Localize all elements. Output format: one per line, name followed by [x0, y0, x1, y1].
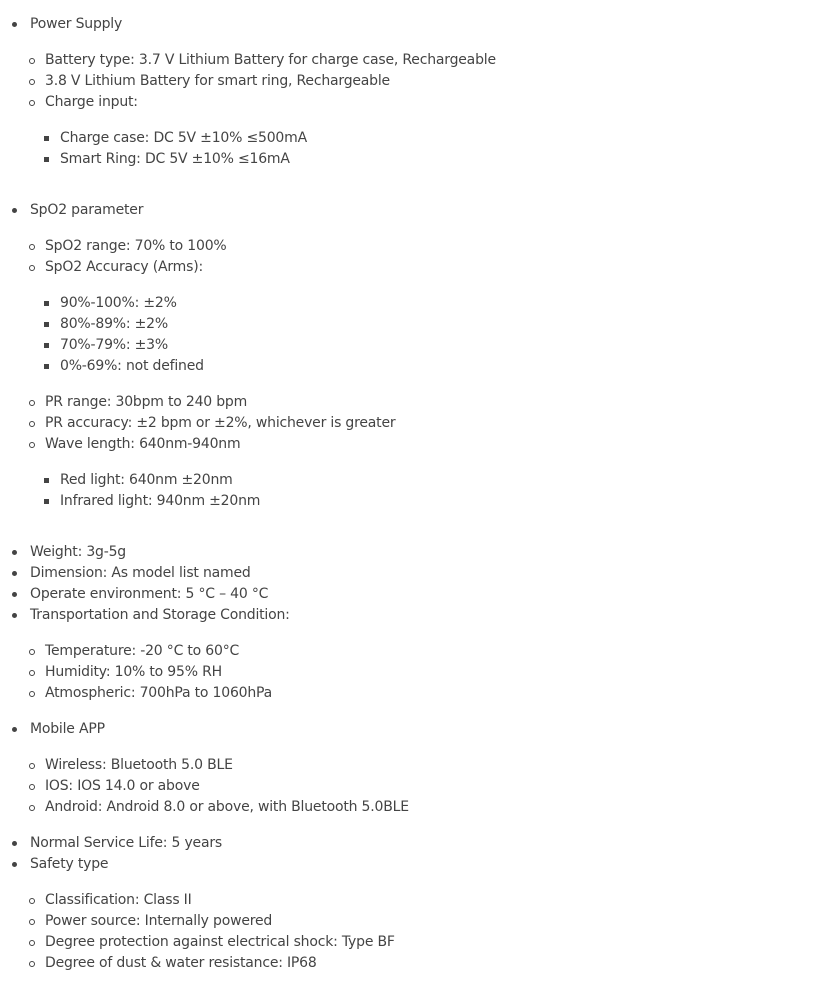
bullet-disc: [12, 613, 17, 618]
list-item-smart-ring: Smart Ring: DC 5V ±10% ≤16mA: [60, 151, 290, 167]
list-item-accuracy-90-100: 90%-100%: ±2%: [60, 295, 177, 311]
bullet-circle: [29, 244, 35, 250]
list-item-accuracy-0-69: 0%-69%: not defined: [60, 358, 204, 374]
list-item-accuracy-70-79: 70%-79%: ±3%: [60, 337, 168, 353]
bullet-disc: [12, 862, 17, 867]
bullet-square: [44, 364, 49, 369]
list-item-shock-protection: Degree protection against electrical shock: Type BF: [45, 934, 395, 950]
bullet-disc: [12, 208, 17, 213]
bullet-square: [44, 343, 49, 348]
list-item-ring-battery: 3.8 V Lithium Battery for smart ring, Rechargeable: [45, 73, 390, 89]
bullet-square: [44, 157, 49, 162]
list-item-spo2-accuracy: SpO2 Accuracy (Arms):: [45, 259, 203, 275]
bullet-disc: [12, 550, 17, 555]
list-item-ios: IOS: IOS 14.0 or above: [45, 778, 200, 794]
list-item-atmospheric: Atmospheric: 700hPa to 1060hPa: [45, 685, 273, 701]
bullet-circle: [29, 919, 35, 925]
bullet-circle: [29, 784, 35, 790]
bullet-circle: [29, 421, 35, 427]
list-item-transport-storage: Transportation and Storage Condition:: [30, 607, 290, 623]
bullet-square: [44, 499, 49, 504]
list-item-weight: Weight: 3g-5g: [30, 544, 126, 560]
bullet-square: [44, 322, 49, 327]
list-item-power-source: Power source: Internally powered: [45, 913, 273, 929]
bullet-disc: [12, 592, 17, 597]
bullet-circle: [29, 442, 35, 448]
list-item-pr-range: PR range: 30bpm to 240 bpm: [45, 394, 248, 410]
bullet-circle: [29, 670, 35, 676]
bullet-circle: [29, 400, 35, 406]
list-item-spo2-range: SpO2 range: 70% to 100%: [45, 238, 227, 254]
list-item-charge-input: Charge input:: [45, 94, 138, 110]
list-item-service-life: Normal Service Life: 5 years: [30, 835, 222, 851]
bullet-circle: [29, 940, 35, 946]
list-item-android: Android: Android 8.0 or above, with Bluetooth 5.0BLE: [45, 799, 409, 815]
bullet-square: [44, 301, 49, 306]
list-item-wireless: Wireless: Bluetooth 5.0 BLE: [45, 757, 233, 773]
list-item-accuracy-80-89: 80%-89%: ±2%: [60, 316, 168, 332]
list-item-spo2-parameter: SpO2 parameter: [30, 202, 144, 218]
bullet-circle: [29, 961, 35, 967]
list-item-charge-case: Charge case: DC 5V ±10% ≤500mA: [60, 130, 307, 146]
list-item-dust-water: Degree of dust & water resistance: IP68: [45, 955, 317, 971]
list-item-safety-type: Safety type: [30, 856, 109, 872]
bullet-circle: [29, 100, 35, 106]
list-item-pr-accuracy: PR accuracy: ±2 bpm or ±2%, whichever is greater: [45, 415, 396, 431]
list-item-classification: Classification: Class II: [45, 892, 192, 908]
bullet-circle: [29, 691, 35, 697]
list-item-mobile-app: Mobile APP: [30, 721, 105, 737]
bullet-disc: [12, 571, 17, 576]
list-item-dimension: Dimension: As model list named: [30, 565, 251, 581]
bullet-square: [44, 478, 49, 483]
bullet-circle: [29, 805, 35, 811]
bullet-circle: [29, 898, 35, 904]
bullet-disc: [12, 727, 17, 732]
list-item-battery-type: Battery type: 3.7 V Lithium Battery for charge case, Rechargeable: [45, 52, 496, 68]
bullet-circle: [29, 58, 35, 64]
bullet-circle: [29, 649, 35, 655]
list-item-wave-length: Wave length: 640nm-940nm: [45, 436, 241, 452]
list-item-infrared-light: Infrared light: 940nm ±20nm: [60, 493, 261, 509]
list-item-temperature: Temperature: -20 °C to 60°C: [45, 643, 240, 659]
list-item-humidity: Humidity: 10% to 95% RH: [45, 664, 222, 680]
bullet-circle: [29, 763, 35, 769]
bullet-disc: [12, 22, 17, 27]
bullet-circle: [29, 265, 35, 271]
list-item-power-supply: Power Supply: [30, 16, 123, 32]
bullet-circle: [29, 79, 35, 85]
bullet-disc: [12, 841, 17, 846]
list-item-red-light: Red light: 640nm ±20nm: [60, 472, 233, 488]
bullet-square: [44, 136, 49, 141]
list-item-operate-environment: Operate environment: 5 °C – 40 °C: [30, 586, 269, 602]
